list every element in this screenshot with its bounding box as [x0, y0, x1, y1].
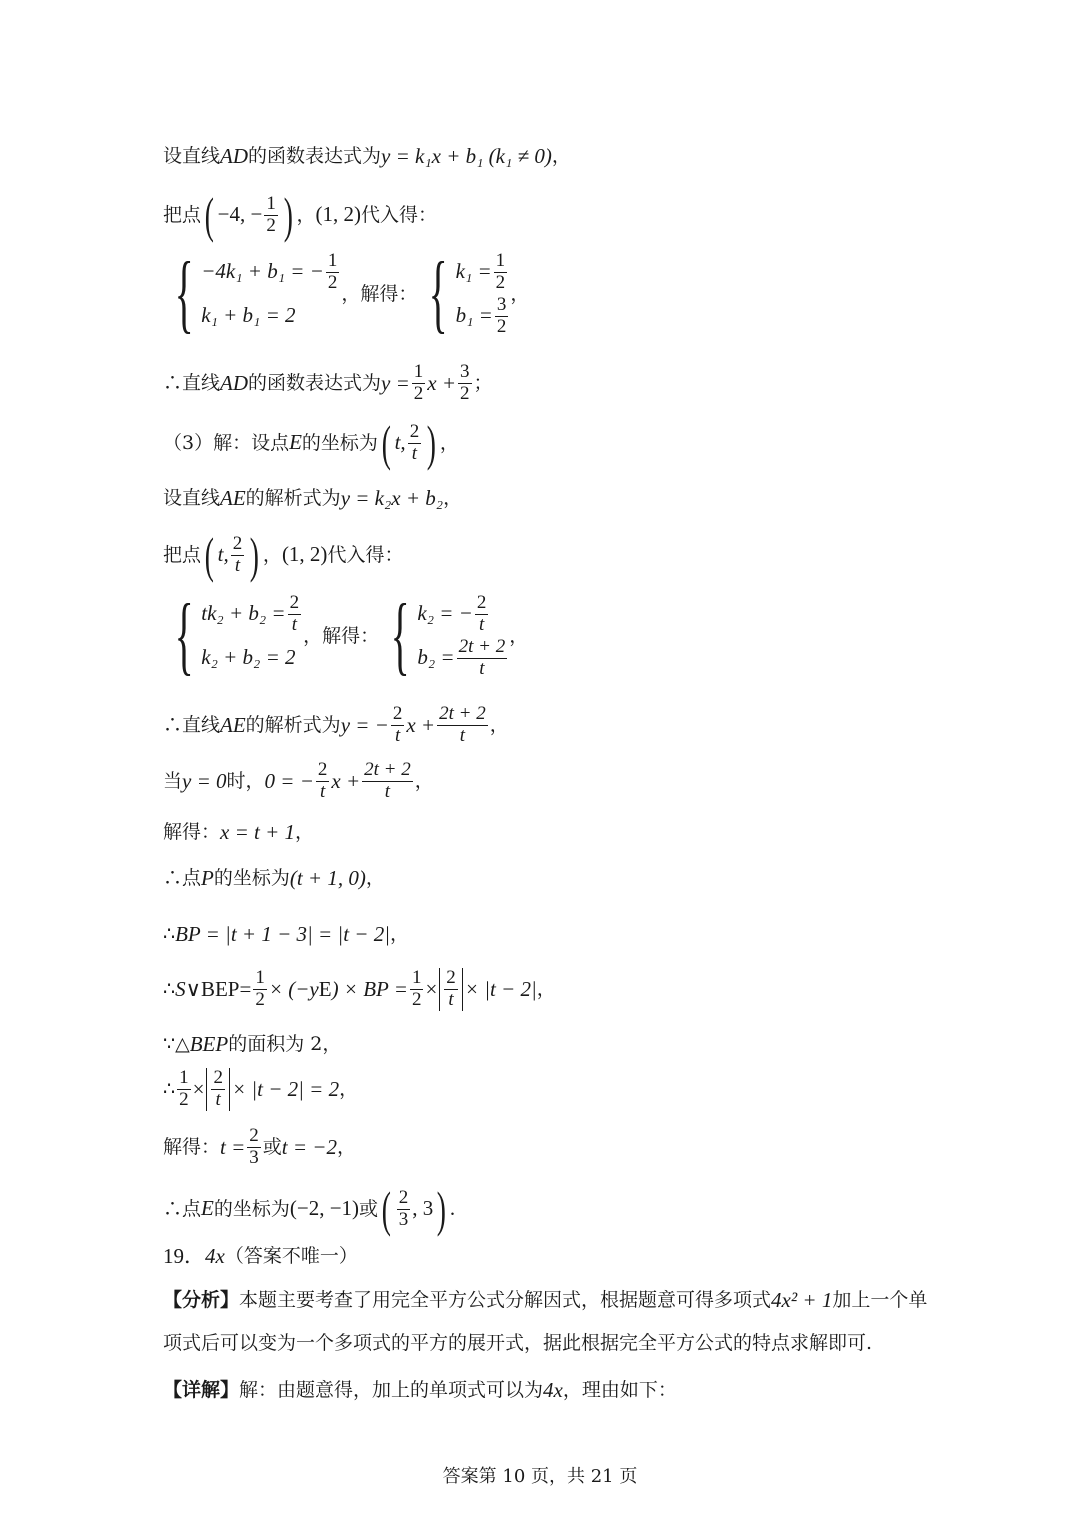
eq-line-9: ∴直线 AE 的解析式为 y = − $\frac{2}{t}$ x + $\frac{2t + 2}{t}$ ，	[163, 703, 509, 746]
eq-line-5: （3）解：设点 E 的坐标为 ( t, $\frac{2}{t}$ ) ，	[163, 415, 459, 471]
question-19	[163, 1244, 960, 1269]
eq-line-11: 解得： x = t + 1 ，	[163, 820, 315, 844]
fraction: $\frac{1}{2}$	[266, 192, 276, 236]
point-coord: (1, 2)	[315, 202, 362, 227]
system-left: { −4k₁ + b₁ = − $\frac{1}{2}$ k₁ + b₁ = 2	[174, 245, 338, 342]
text: 设直线	[163, 145, 221, 168]
eq-line-10: 当 y = 0 时， 0 = − $\frac{2}{t}$ x + $\frac{2t + 2}{t}$ ，	[163, 759, 434, 802]
eq-line-6: 设直线 AE 的解析式为 y = k₂x + b₂ ，	[163, 486, 463, 510]
punct: ，	[510, 282, 530, 305]
punct: ，	[296, 203, 316, 226]
analysis-line-1: 【分析】 本题主要考查了用完全平方公式分解因式，根据题意可得多项式 4x² + 1 加上一个单	[163, 1288, 928, 1312]
page-footer: 答案第 10 页，共 21 页	[442, 1466, 638, 1487]
eq-line-16: ∴ $\frac{1}{2}$ × $\frac{2}{t}$ × |t − 2| = 2 ，	[163, 1067, 359, 1110]
brace-icon: {	[174, 587, 194, 684]
answer-note: （答案不唯一）	[224, 1245, 358, 1268]
eq-line-4: ∴直线 AD 的函数表达式为 y = $\frac{1}{2}$ x + $\frac{3}{2}$ ；	[163, 361, 493, 404]
text: 代入得：	[361, 203, 438, 226]
brace-icon: {	[174, 245, 194, 342]
system-solution: { k₁ = $\frac{1}{2}$ b₁ = $\frac{3}{2}$	[428, 245, 507, 342]
eq-line-18: ∴点 E 的坐标为 (−2, −1) 或 ( $\frac{2}{3}$ , 3 ) .	[163, 1181, 456, 1237]
equation-system-2: { tk₂ + b₂ = $\frac{2}{t}$ k₂ + b₂ = 2 ，解得： { k₂ = − $\frac{2}{t}$ b₂ = $\frac{2t + 2}{t}$ ，	[174, 587, 529, 684]
punct: ，	[551, 145, 571, 168]
line-name: AD	[220, 144, 249, 168]
eq-line-2	[163, 187, 960, 243]
eq-line-12: ∴点 P 的坐标为 (t + 1, 0) ，	[163, 866, 385, 890]
equation-system-1	[163, 245, 960, 342]
eq-line-7: 把点 ( t, $\frac{2}{t}$ ) ， (1, 2) 代入得：	[163, 527, 404, 583]
formula: y = k₁x + b₁ (k₁ ≠ 0)	[381, 144, 552, 168]
detail-tag: 【详解】	[163, 1379, 240, 1402]
eq-line-17: 解得： t = $\frac{2}{3}$ 或 t = −2 ，	[163, 1125, 356, 1168]
analysis-line-2: 项式后可以变为一个多项式的平方的展开式，据此根据完全平方公式的特点求解即可.	[163, 1332, 873, 1354]
question-number: 19．	[163, 1244, 205, 1268]
point-coord: −4, −	[217, 202, 263, 227]
brace-icon: {	[390, 587, 410, 684]
eq-line-13: ∴ BP = |t + 1 − 3| = |t − 2| ，	[163, 922, 410, 946]
brace-icon: {	[428, 245, 449, 342]
text: ，解得：	[341, 282, 418, 305]
answer: 4x	[205, 1244, 225, 1268]
paren-right: )	[283, 187, 293, 243]
eq-line-14: ∴ S ∨BEP = $\frac{1}{2}$ × (−y E ) × BP = $\frac{1}{2}$ × $\frac{2}{t}$ × |t − 2| ，	[163, 967, 556, 1010]
eq-line-1	[163, 144, 960, 169]
eq-line-15: ∵△ BEP 的面积为 2，	[163, 1032, 342, 1056]
detail-line: 【详解】 解：由题意得，加上的单项式可以为 4x ，理由如下：	[163, 1378, 677, 1402]
text: 把点	[163, 203, 202, 226]
analysis-tag: 【分析】	[163, 1289, 240, 1312]
paren-left: (	[204, 187, 214, 243]
text: 的函数表达式为	[248, 145, 382, 168]
